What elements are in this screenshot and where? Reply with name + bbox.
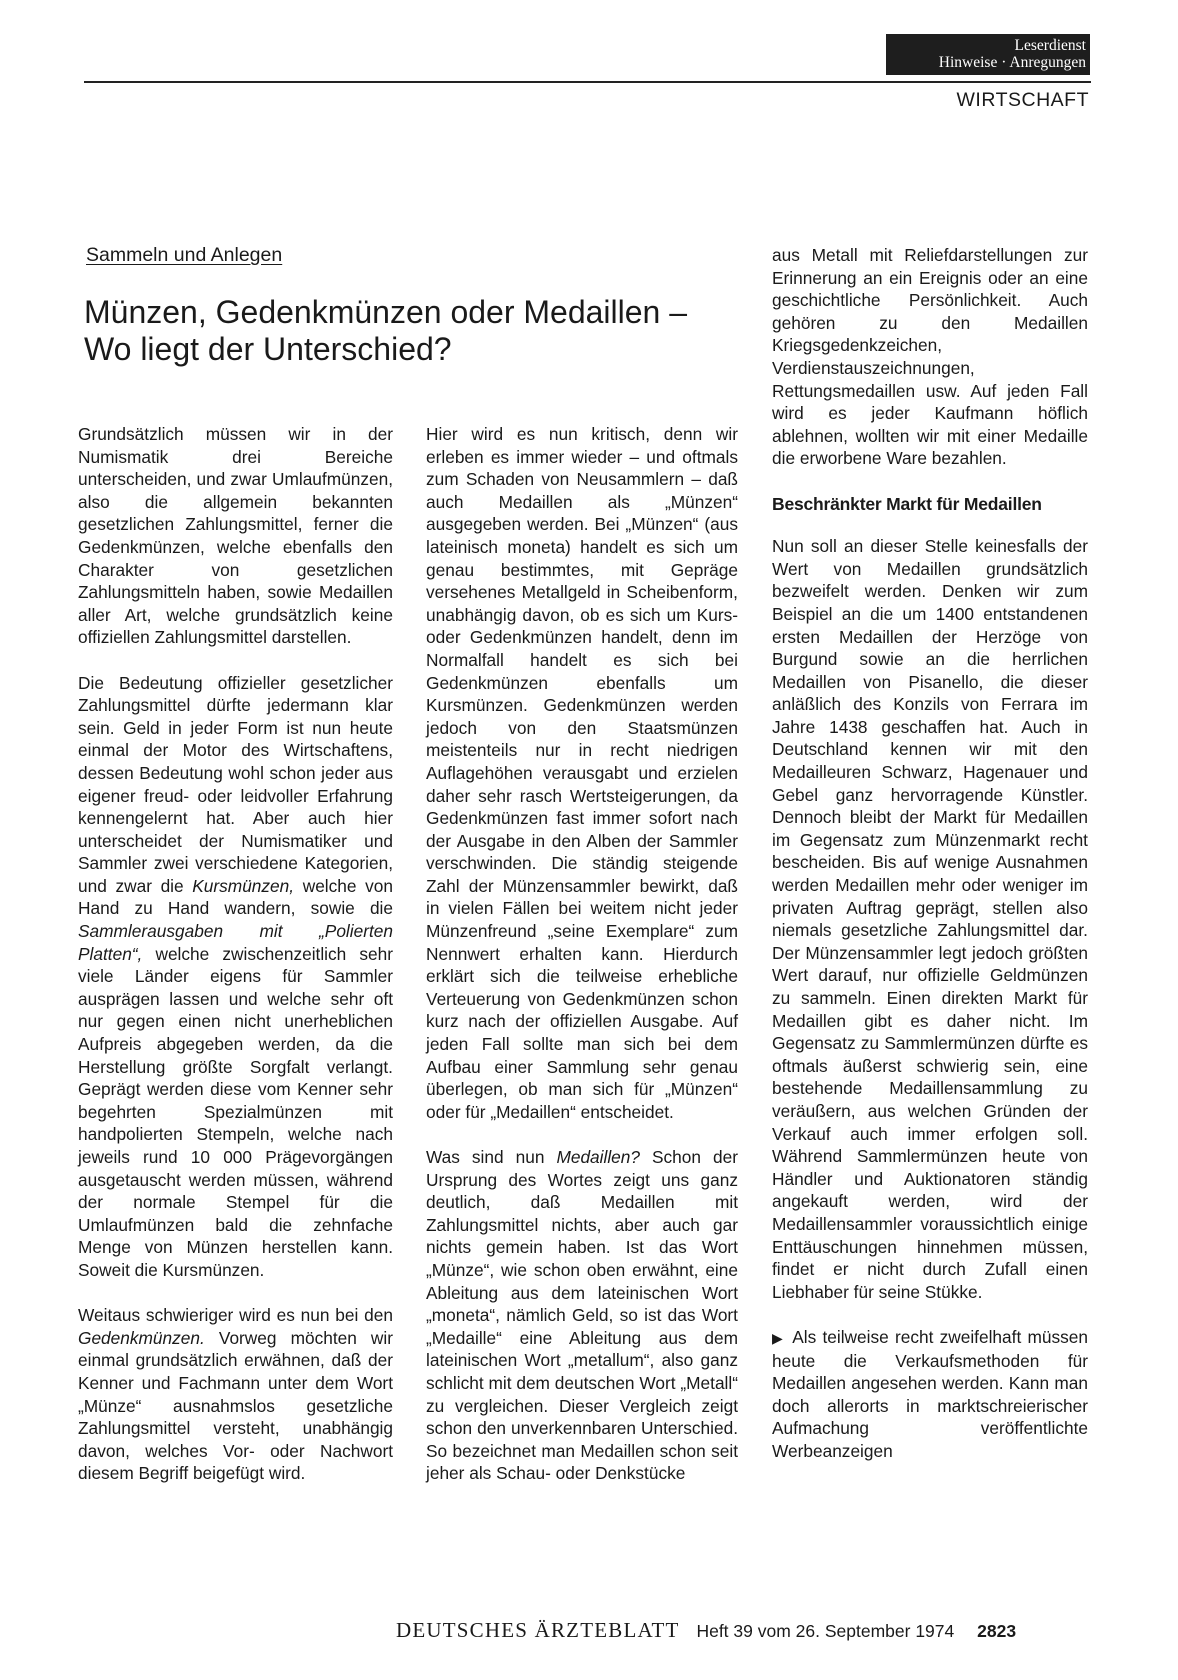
leserdienst-badge [886, 34, 1090, 75]
paragraph [78, 672, 393, 1282]
paragraph: Nun soll an dieser Stelle keinesfalls der Wert von Medaillen grundsätzlich bezweifelt werden. Denken wir zum Beispiel an die um 1400 entstandenen ersten Medaillen der Herzöge von Burgund sowie an die herrlichen Medaillen von Pisanello, die dieser anläßlich des Konzils von Ferrara im Jahre 1438 geschaffen hat. Auch in Deutschland kennen wir mit den Medailleuren Schwarz, Hagenauer und Gebel ganz hervorragende Künstler. Dennoch bleibt der Markt für Medaillen im Gegensatz zum Münzenmarkt recht bescheiden. Bis auf wenige Ausnahmen werden Medaillen mehr oder weniger im privaten Auftrag geprägt, stellen also niemals gesetzliche Zahlungsmittel dar. Der Münzensammler legt jedoch größten Wert darauf, nur offizielle Geldmünzen zu sammeln. Einen direkten Markt für Medaillen gibt es daher nicht. Im Gegensatz zu Sammlermünzen dürfte es oftmals äußerst schwierig sein, eine bestehende Medaillensammlung zu veräußern, aus welchen Gründen der Verkauf auch immer erfolgen soll. Während Sammlermünzen heute von Händler und Auktionatoren ständig angekauft werden, wird der Medaillensammler voraussichtlich einige Enttäuschungen hinnehmen müssen, findet er nicht durch Zufall einen Liebhaber für seine Stükke. [772, 536, 1088, 1302]
text-run: Als teilweise recht zweifelhaft müssen heute die Verkaufsmethoden für Medaillen angesehen werden. Kann man doch allerorts in marktschreierischer Aufmachung veröffentlichte Werbeanzeigen [772, 1326, 1088, 1461]
text-run: Die Bedeutung offizieller gesetzlicher Zahlungsmittel dürfte jedermann klar sein. Geld in jeder Form ist nun heute einmal der Motor des Wirtschaftens, dessen Bedeutung wohl schon jeder aus eigener freud- oder leidvoller Erfahrung kennengelernt hat. Aber auch hier unterscheidet der Numismatiker und Sammler zwei verschiedene Kategorien, und zwar die [78, 672, 393, 896]
badge-line-1: Leserdienst [1014, 37, 1086, 54]
paragraph: aus Metall mit Reliefdarstellungen zur Erinnerung an ein Ereignis oder an eine geschichtliche Persönlichkeit. Auch gehören zu den Medaillen Kriegsgedenkzeichen, Verdienstauszeichnungen, Rettungsmedaillen usw. Auf jeden Fall wird es jeder Kaufmann höflich ablehnen, wollten wir mit einer Medaille die erworbene Ware bezahlen. [772, 245, 1088, 469]
page-number: 2823 [977, 1621, 1017, 1641]
triangle-right-icon: ▶ [772, 1329, 785, 1346]
emphasis: Sammlerausgaben mit „Polierten Platten“, [78, 921, 393, 964]
emphasis: Kursmünzen, [192, 875, 295, 896]
text-run: Schon der Ursprung des Wortes zeigt uns ganz deutlich, daß Medaillen mit Zahlungsmittel nichts, aber auch gar nichts gemein haben. Ist das Wort „Münze“, wie schon oben erwähnt, eine Ableitung aus dem lateinischen Wort „moneta“, nämlich Geld, so ist das Wort „Medaille“ eine Ableitung aus dem lateinischen Wort „metallum“, also ganz schlicht mit dem deutschen Wort „Metall“ zu vergleichen. Dieser Vergleich zeigt schon den unverkennbaren Unterschied. So bezeichnet man Medaillen schon seit jeher als Schau- oder Denkstücke [426, 1147, 738, 1484]
badge-line-2: Hinweise · Anregungen [938, 54, 1086, 71]
emphasis: Medaillen? [556, 1147, 641, 1167]
text-run: Was sind nun [426, 1147, 557, 1167]
headline-line-2: Wo liegt der Unterschied? [84, 331, 452, 367]
text-column-1 [78, 423, 393, 1508]
paragraph [426, 1146, 738, 1485]
text-run: welche von Hand zu Hand wandern, sowie die [78, 875, 393, 919]
issue-info: Heft 39 vom 26. September 1974 [696, 1621, 955, 1641]
text-run: Weitaus schwieriger wird es nun bei den [78, 1305, 393, 1326]
text-run: welche zwischenzeitlich sehr viele Länder eigens für Sammler ausprägen lassen und welche sehr oft nur gegen einen nicht unerheblichen Aufpreis abgegeben werden, da die Herstellung größte Sorgfalt verlangt. Geprägt werden diese vom Kenner sehr begehrten Spezialmünzen mit handpolierten Stempeln, welche nach jeweils rund 10 000 Prägevorgängen ausgetauscht werden müssen, während der normale Stempel für die Umlaufmünzen bald die zehnfache Menge von Münzen herstellen kann. Soweit die Kursmünzen. [78, 943, 393, 1280]
text-column-2 [426, 423, 738, 1508]
section-name: WIRTSCHAFT [956, 89, 1089, 111]
headline-line-1: Münzen, Gedenkmünzen oder Medaillen – [84, 294, 688, 330]
paragraph [78, 1304, 393, 1485]
article-headline [84, 294, 774, 368]
article-kicker: Sammeln und Anlegen [86, 244, 283, 266]
emphasis: Gedenkmünzen. [78, 1327, 205, 1348]
section-subheading: Beschränkter Markt für Medaillen [772, 493, 1042, 514]
journal-masthead: DEUTSCHES ÄRZTEBLATT [396, 1618, 680, 1642]
text-run: Vorweg möchten wir einmal grundsätzlich erwähnen, daß der Kenner und Fachmann unter dem Wort „Münze“ ausnahmslos gesetzliche Zahlungsmittel versteht, unabhängig davon, welches Vor- oder Nachwort diesem Begriff beigefügt wird. [78, 1327, 393, 1484]
paragraph: Grundsätzlich müssen wir in der Numismatik drei Bereiche unterscheiden, und zwar Umlaufmünzen, also die allgemein bekannten gesetzlichen Zahlungsmittel, ferner die Gedenkmünzen, welche ebenfalls den Charakter von gesetzlichen Zahlungsmitteln haben, sowie Medaillen aller Art, welche grundsätzlich keine offiziellen Zahlungsmittel darstellen. [78, 424, 393, 648]
paragraph: Hier wird es nun kritisch, denn wir erleben es immer wieder – und oftmals zum Schaden von Neusammlern – daß auch Medaillen als „Münzen“ ausgegeben werden. Bei „Münzen“ (aus lateinisch moneta) handelt es sich um genau bestimmtes, mit Gepräge versehenes Metallgeld in Scheibenform, unabhängig davon, ob es sich um Kurs- oder Gedenkmünzen handelt, denn im Normalfall handelt es sich bei Gedenkmünzen ebenfalls um Kursmünzen. Gedenkmünzen werden jedoch von den Staatsmünzen meistenteils nur in recht niedrigen Auflagehöhen verausgabt und erzielen daher sehr rasch Wertsteigerungen, da Gedenkmünzen fast immer sofort nach der Ausgabe in den Alben der Sammler verschwinden. Die ständig steigende Zahl der Münzensammler bewirkt, daß in vielen Fällen bei weitem nicht jeder Münzenfreund „seine Exemplare“ zum Nennwert erhalten kann. Hierdurch erklärt sich die teilweise erhebliche Verteuerung von Gedenkmünzen schon kurz nach der offiziellen Ausgabe. Auf jeden Fall sollte man sich bei dem Aufbau einer Sammlung sehr genau überlegen, ob man sich für „Münzen“ oder für „Medaillen“ entscheidet. [426, 424, 738, 1122]
page-footer [396, 1618, 1016, 1643]
paragraph [772, 1326, 1088, 1463]
text-column-3 [772, 244, 1088, 1485]
header-rule [84, 81, 1091, 83]
